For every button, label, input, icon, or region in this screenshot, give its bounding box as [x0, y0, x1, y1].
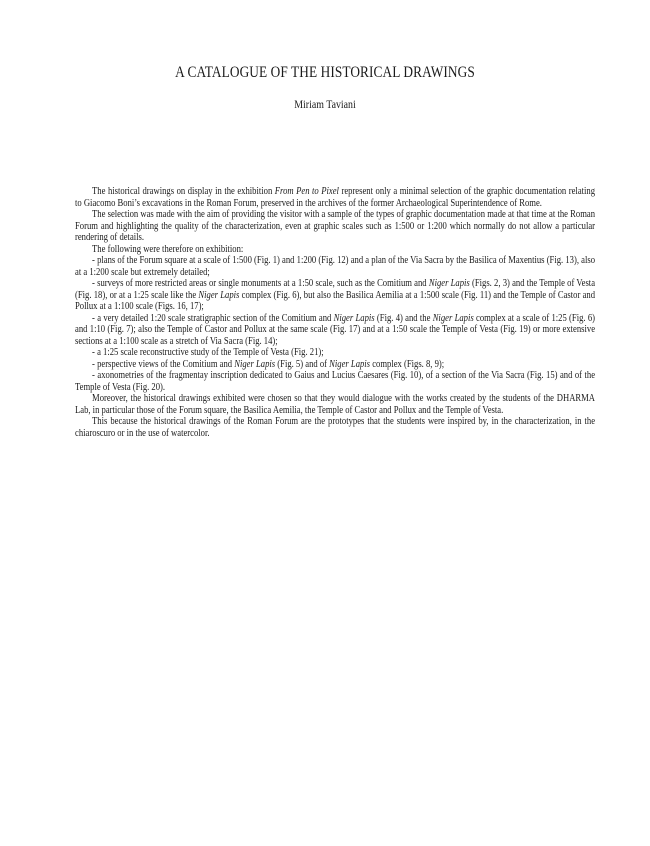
paragraph-moreover: Moreover, the historical drawings exhibited were chosen so that they would dialogue with the works created by the students of the DHARMA Lab, in particular those of the Forum square, the Basilica Aemilia, the Temple of Castor and Pollux and the Temple of Vesta. [75, 393, 596, 416]
text-run: - perspective views of the Comitium and [92, 358, 235, 370]
list-item-sections [75, 313, 595, 348]
paragraph-selection: The selection was made with the aim of providing the visitor with a sample of the types of graphic documentation made at that time at the Roman Forum and highlighting the quality of the characterization, even at graphic scales such as 1:500 or 1:200 which normally do not allow a particular rendering of details. [75, 209, 596, 243]
paragraph-conclusion: This because the historical drawings of the Roman Forum are the prototypes that the students were inspired by, in the characterization, in the chiaroscuro or in the use of watercolor. [75, 416, 596, 439]
list-item-plans: - plans of the Forum square at a scale of 1:500 (Fig. 1) and 1:200 (Fig. 12) and a plan of the Via Sacra by the Basilica of Maxentius (Fig. 13), also at a 1:200 scale but extremely detailed; [75, 255, 596, 278]
article-body [75, 186, 595, 439]
paragraph-intro [75, 186, 595, 209]
italic-term: Niger Lapis [428, 278, 470, 289]
italic-term: Niger Lapis [432, 312, 474, 324]
text-run: - a very detailed 1:20 scale stratigraphic section of the Comitium and [92, 312, 334, 324]
text-run: complex (Figs. 8, 9); [370, 358, 445, 370]
italic-term: Niger Lapis [329, 358, 371, 370]
italic-term: Niger Lapis [333, 312, 375, 324]
list-item-perspective [75, 359, 595, 371]
text-run: complex (Fig. 6), but also the Basilica Aemilia at a 1:500 scale (Fig. 11) and the Temple of Castor and Pollux at a 1:100 scale (Figs. 16, 17); [75, 289, 596, 312]
text-run: The historical drawings on display in the exhibition [92, 186, 275, 197]
exhibition-title: From Pen to Pixel [274, 186, 339, 197]
text-run: (Figs. 2, 3) and the Temple of Vesta (Fig. 18), or at a 1:25 scale like the [75, 278, 596, 301]
list-item-surveys [75, 278, 595, 313]
text-run: (Fig. 5) and of [275, 358, 330, 370]
paragraph-following: The following were therefore on exhibition: [92, 243, 244, 255]
italic-term: Niger Lapis [198, 289, 240, 301]
text-run: - surveys of more restricted areas or single monuments at a 1:50 scale, such as the Comitium and [92, 278, 429, 289]
text-run: complex at a scale of 1:25 (Fig. 6) and 1:10 (Fig. 7); also the Temple of Castor and Pollux at the same scale (Fig. 17) and at a 1:50 scale the Temple of Vesta (Fig. 19) or more extensive sections at a 1:100 scale as a stretch of Via Sacra (Fig. 14); [75, 312, 596, 347]
list-item-reconstruction: - a 1:25 scale reconstructive study of the Temple of Vesta (Fig. 21); [92, 347, 324, 358]
article-author: Miriam Taviani [294, 99, 356, 111]
text-run: (Fig. 4) and the [374, 312, 433, 324]
text-run: represent only a minimal selection of the graphic documentation relating to Giacomo Boni’s excavations in the Roman Forum, preserved in the archives of the former Archaeological Superintendence of Rome. [75, 186, 596, 209]
italic-term: Niger Lapis [234, 358, 276, 370]
list-item-axonometries: - axonometries of the fragmentay inscription dedicated to Gaius and Lucius Caesares (Fig. 10), of a section of the Via Sacra (Fig. 15) and of the Temple of Vesta (Fig. 20). [75, 370, 596, 393]
article-title: A CATALOGUE OF THE HISTORICAL DRAWINGS [175, 64, 475, 81]
